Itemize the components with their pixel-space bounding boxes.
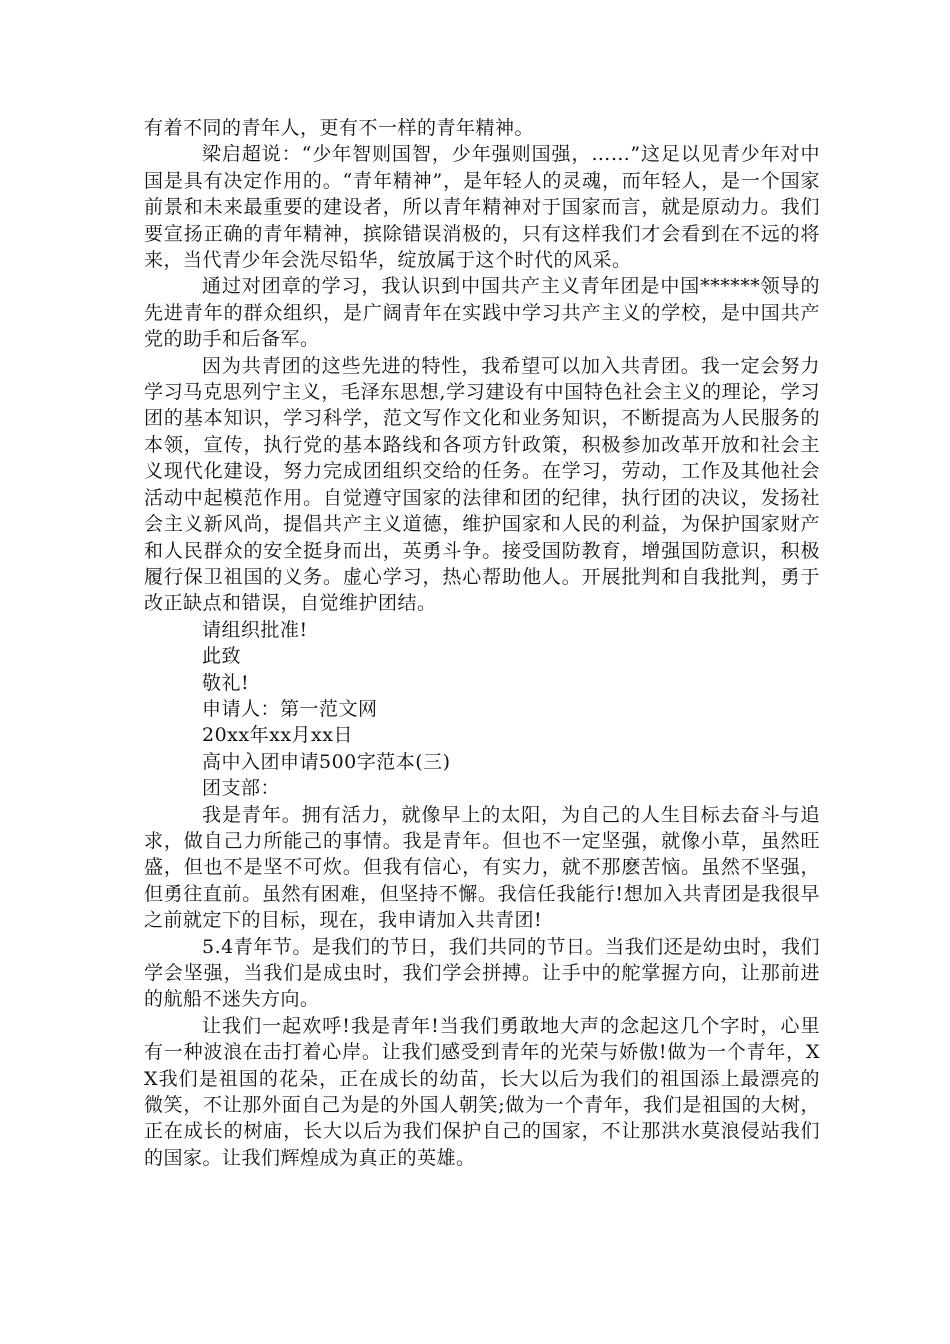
document-body (144, 115, 820, 1171)
closing-request: 请组织批准! (202, 618, 308, 641)
closing-respect: 敬礼! (202, 671, 250, 694)
paragraph-youth-day: 5.4青年节。是我们的节日，我们共同的节日。当我们还是幼虫时，我们学会坚强，当我们是成虫时，我们学会拼搏。让手中的舵掌握方向，让那前进的航船不迷失方向。 (144, 935, 820, 1011)
applicant-line: 申请人：第一范文网 (202, 697, 378, 720)
section-title: 高中入团申请500字范本(三) (202, 750, 451, 773)
date-line: 20xx年xx月xx日 (202, 724, 353, 747)
paragraph-liang-qichao: 梁启超说：“少年智则国智，少年强则国强，……”这足以见青少年对中国是具有决定作用的。“青年精神”，是年轻人的灵魂，而年轻人，是一个国家前景和未来最重要的建设者，所以青年精神对于国家而言，就是原动力。我们要宣扬正确的青年精神，摈除错误消极的，只有这样我们才会看到在不远的将来，当代青少年会洗尽铅华，绽放属于这个时代的风采。 (144, 143, 820, 272)
paragraph-league-charter: 通过对团章的学习，我认识到中国共产主义青年团是中国******领导的先进青年的群众组织，是广阔青年在实践中学习共产主义的学校，是中国共产党的助手和后备军。 (144, 275, 820, 351)
paragraph-pledge: 因为共青团的这些先进的特性，我希望可以加入共青团。我一定会努力学习马克思列宁主义，毛泽东思想,学习建设有中国特色社会主义的理论，学习团的基本知识，学习科学，范文写作文化和业务知识，不断提高为人民服务的本领，宣传，执行党的基本路线和各项方针政策，积极参加改革开放和社会主义现代化建设，努力完成团组织交给的任务。在学习，劳动，工作及其他社会活动中起模范作用。自觉遵守国家的法律和团的纪律，执行团的决议，发扬社会主义新风尚，提倡共产主义道德，维护国家和人民的利益，为保护国家财产和人民群众的安全挺身而出，英勇斗争。接受国防教育，增强国防意识，积极履行保卫祖国的义务。虚心学习，热心帮助他人。开展批判和自我批判，勇于改正缺点和错误，自觉维护团结。 (144, 354, 820, 615)
closing-salutation: 此致 (202, 645, 242, 668)
paragraph-cheer: 让我们一起欢呼!我是青年!当我们勇敢地大声的念起这几个字时，心里有一种波浪在击打着心岸。让我们感受到青年的光荣与娇傲!做为一个青年，XX我们是祖国的花朵，正在成长的幼苗，长大以后为我们的祖国添上最漂亮的微笑，不让那外面自己为是的外国人朝笑;做为一个青年，我们是祖国的大树，正在成长的树庙，长大以后为我们保护自己的国家，不让那洪水莫浪侵站我们的国家。让我们辉煌成为真正的英雄。 (144, 1014, 820, 1169)
paragraph-intro: 有着不同的青年人，更有不一样的青年精神。 (144, 117, 535, 139)
paragraph-i-am-youth: 我是青年。拥有活力，就像早上的太阳，为自己的人生目标去奋斗与追求，做自己力所能己的事情。我是青年。但也不一定坚强，就像小草，虽然旺盛，但也不是坚不可炊。但我有信心，有实力，就不那麽苦恼。虽然不坚强，但勇往直前。虽然有困难，但坚持不懈。我信任我能行!想加入共青团是我很早之前就定下的目标，现在，我申请加入共青团! (144, 803, 820, 932)
addressee-line: 团支部： (202, 777, 281, 800)
